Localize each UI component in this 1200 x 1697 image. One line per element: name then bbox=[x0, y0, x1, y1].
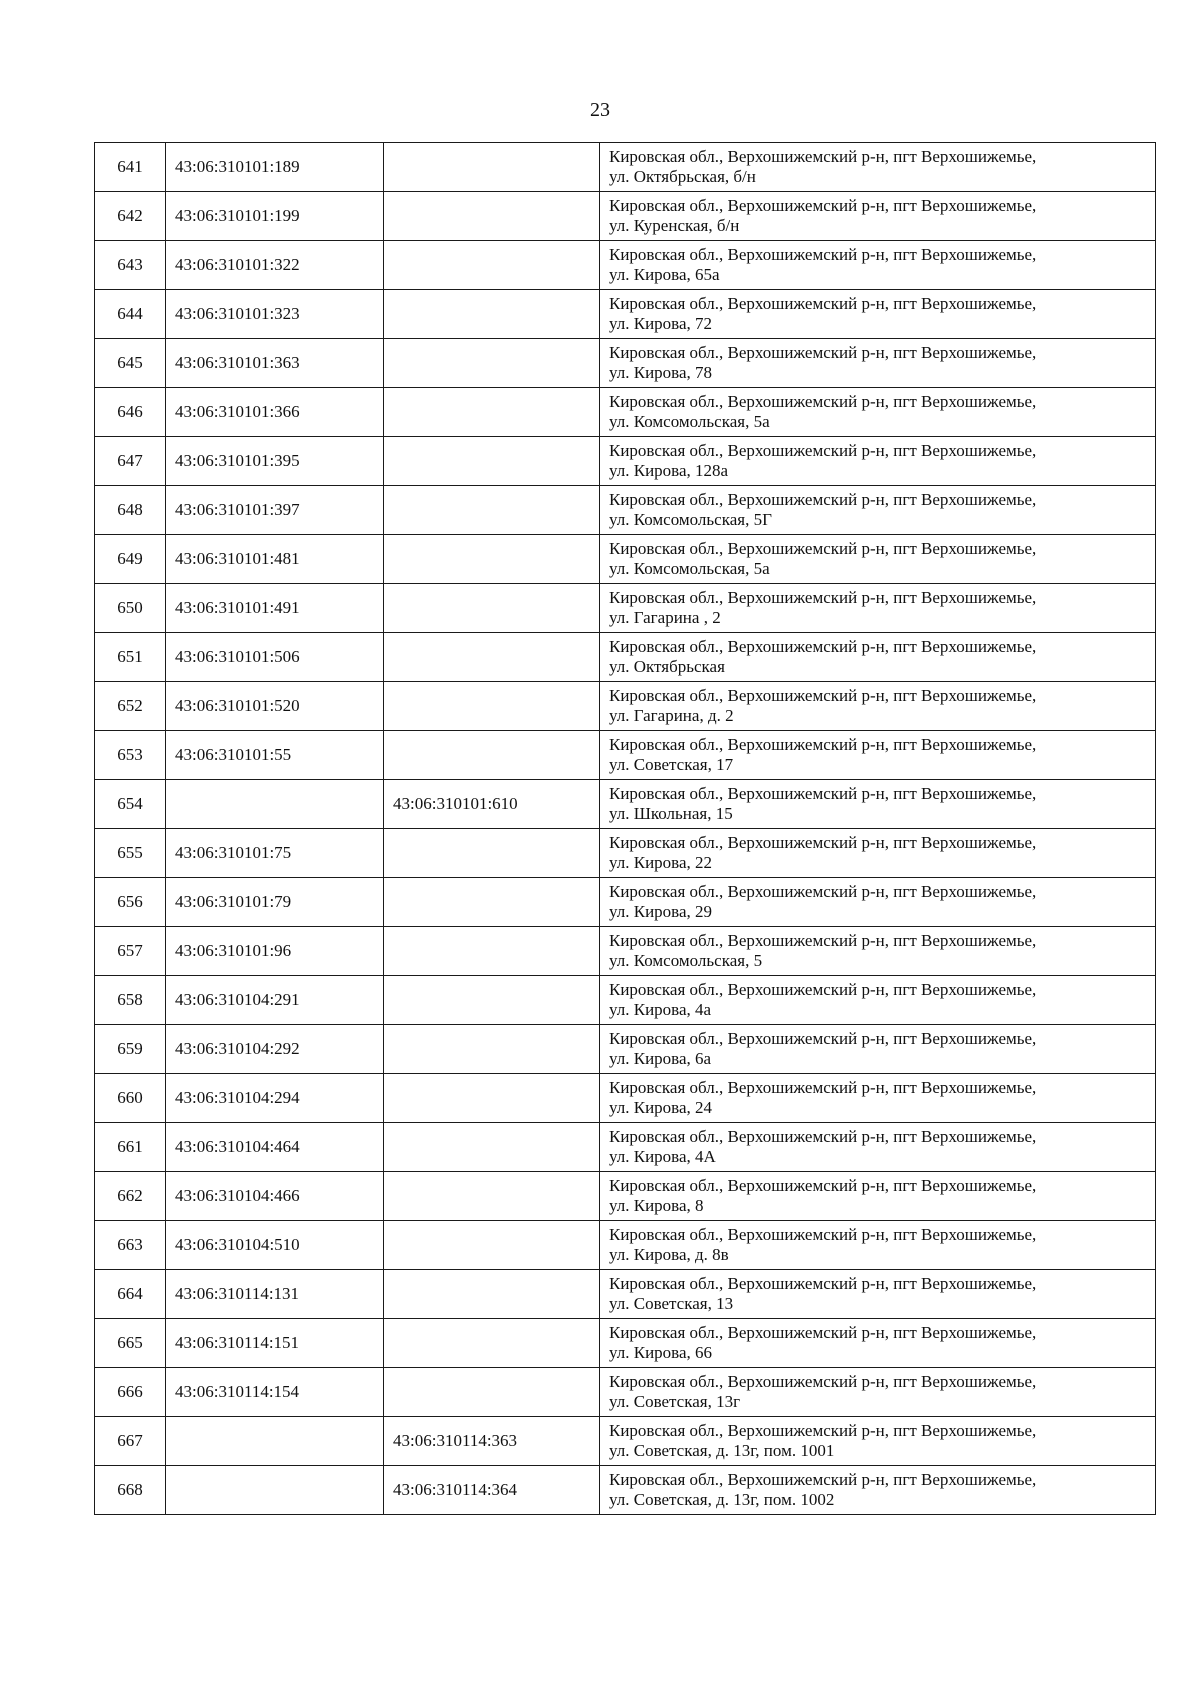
address-line-region: Кировская обл., Верхошижемский р-н, пгт Верхошижемье, bbox=[609, 441, 1037, 460]
table-row bbox=[95, 241, 1156, 290]
table-row bbox=[95, 1368, 1156, 1417]
address-line-region: Кировская обл., Верхошижемский р-н, пгт Верхошижемье, bbox=[609, 1127, 1037, 1146]
cadastral-number-cell: 43:06:310101:397 bbox=[166, 486, 384, 535]
address-line-street: ул. Кирова, 6а bbox=[609, 1049, 712, 1068]
address-line-street: ул. Советская, 17 bbox=[609, 755, 734, 774]
building-cadastral-number-cell bbox=[384, 829, 600, 878]
row-number-cell: 655 bbox=[95, 829, 166, 878]
row-number-cell: 668 bbox=[95, 1466, 166, 1515]
table-row bbox=[95, 780, 1156, 829]
cadastral-number-cell: 43:06:310101:491 bbox=[166, 584, 384, 633]
address-line-street: ул. Кирова, 78 bbox=[609, 363, 713, 382]
address-line-street: ул. Кирова, 8 bbox=[609, 1196, 704, 1215]
row-number-cell: 652 bbox=[95, 682, 166, 731]
row-number-cell: 662 bbox=[95, 1172, 166, 1221]
address-line-region: Кировская обл., Верхошижемский р-н, пгт Верхошижемье, bbox=[609, 539, 1037, 558]
table-row bbox=[95, 192, 1156, 241]
address-cell bbox=[600, 1221, 1156, 1270]
table-row bbox=[95, 339, 1156, 388]
address-line-street: ул. Кирова, 66 bbox=[609, 1343, 713, 1362]
address-cell bbox=[600, 1074, 1156, 1123]
building-cadastral-number-cell bbox=[384, 878, 600, 927]
address-line-region: Кировская обл., Верхошижемский р-н, пгт Верхошижемье, bbox=[609, 490, 1037, 509]
address-cell bbox=[600, 584, 1156, 633]
building-cadastral-number-cell bbox=[384, 584, 600, 633]
address-line-street: ул. Советская, д. 13г, пом. 1001 bbox=[609, 1441, 835, 1460]
table-body bbox=[95, 143, 1156, 1515]
building-cadastral-number-cell bbox=[384, 633, 600, 682]
address-cell bbox=[600, 241, 1156, 290]
table-row bbox=[95, 1123, 1156, 1172]
address-line-street: ул. Кирова, д. 8в bbox=[609, 1245, 729, 1264]
table-row bbox=[95, 927, 1156, 976]
row-number-cell: 654 bbox=[95, 780, 166, 829]
address-line-region: Кировская обл., Верхошижемский р-н, пгт Верхошижемье, bbox=[609, 1078, 1037, 1097]
building-cadastral-number-cell: 43:06:310114:364 bbox=[384, 1466, 600, 1515]
address-line-region: Кировская обл., Верхошижемский р-н, пгт Верхошижемье, bbox=[609, 147, 1037, 166]
cadastral-number-cell: 43:06:310101:55 bbox=[166, 731, 384, 780]
row-number-cell: 641 bbox=[95, 143, 166, 192]
table-row bbox=[95, 388, 1156, 437]
building-cadastral-number-cell bbox=[384, 682, 600, 731]
table-row bbox=[95, 1025, 1156, 1074]
address-cell bbox=[600, 1319, 1156, 1368]
row-number-cell: 645 bbox=[95, 339, 166, 388]
table-row bbox=[95, 731, 1156, 780]
cadastral-number-cell: 43:06:310101:79 bbox=[166, 878, 384, 927]
address-cell bbox=[600, 339, 1156, 388]
table-row bbox=[95, 1319, 1156, 1368]
address-line-region: Кировская обл., Верхошижемский р-н, пгт Верхошижемье, bbox=[609, 735, 1037, 754]
cadastral-number-cell: 43:06:310101:366 bbox=[166, 388, 384, 437]
address-line-region: Кировская обл., Верхошижемский р-н, пгт Верхошижемье, bbox=[609, 245, 1037, 264]
address-cell bbox=[600, 878, 1156, 927]
address-line-street: ул. Октябрьская, б/н bbox=[609, 167, 756, 186]
building-cadastral-number-cell bbox=[384, 1074, 600, 1123]
address-line-region: Кировская обл., Верхошижемский р-н, пгт Верхошижемье, bbox=[609, 1470, 1037, 1489]
building-cadastral-number-cell bbox=[384, 1368, 600, 1417]
cadastral-number-cell: 43:06:310114:154 bbox=[166, 1368, 384, 1417]
address-cell bbox=[600, 535, 1156, 584]
building-cadastral-number-cell bbox=[384, 290, 600, 339]
address-cell bbox=[600, 143, 1156, 192]
cadastral-number-cell: 43:06:310101:189 bbox=[166, 143, 384, 192]
cadastral-number-cell: 43:06:310114:151 bbox=[166, 1319, 384, 1368]
table-row bbox=[95, 976, 1156, 1025]
address-line-region: Кировская обл., Верхошижемский р-н, пгт Верхошижемье, bbox=[609, 392, 1037, 411]
table-row bbox=[95, 682, 1156, 731]
building-cadastral-number-cell bbox=[384, 731, 600, 780]
address-cell bbox=[600, 1025, 1156, 1074]
table-row bbox=[95, 1074, 1156, 1123]
cadastral-number-cell: 43:06:310104:466 bbox=[166, 1172, 384, 1221]
address-line-region: Кировская обл., Верхошижемский р-н, пгт Верхошижемье, bbox=[609, 882, 1037, 901]
building-cadastral-number-cell bbox=[384, 927, 600, 976]
cadastral-number-cell: 43:06:310101:323 bbox=[166, 290, 384, 339]
building-cadastral-number-cell bbox=[384, 1172, 600, 1221]
address-cell bbox=[600, 388, 1156, 437]
building-cadastral-number-cell bbox=[384, 976, 600, 1025]
cadastral-number-cell: 43:06:310101:506 bbox=[166, 633, 384, 682]
address-line-region: Кировская обл., Верхошижемский р-н, пгт Верхошижемье, bbox=[609, 686, 1037, 705]
table-row bbox=[95, 1172, 1156, 1221]
row-number-cell: 661 bbox=[95, 1123, 166, 1172]
cadastral-number-cell bbox=[166, 1417, 384, 1466]
cadastral-number-cell bbox=[166, 780, 384, 829]
building-cadastral-number-cell: 43:06:310114:363 bbox=[384, 1417, 600, 1466]
address-cell bbox=[600, 976, 1156, 1025]
building-cadastral-number-cell bbox=[384, 437, 600, 486]
row-number-cell: 646 bbox=[95, 388, 166, 437]
cadastral-number-cell: 43:06:310101:199 bbox=[166, 192, 384, 241]
address-cell bbox=[600, 731, 1156, 780]
building-cadastral-number-cell: 43:06:310101:610 bbox=[384, 780, 600, 829]
address-line-region: Кировская обл., Верхошижемский р-н, пгт Верхошижемье, bbox=[609, 1372, 1037, 1391]
cadastral-number-cell: 43:06:310101:96 bbox=[166, 927, 384, 976]
address-line-street: ул. Октябрьская bbox=[609, 657, 725, 676]
table-row bbox=[95, 1466, 1156, 1515]
cadastral-number-cell: 43:06:310101:520 bbox=[166, 682, 384, 731]
building-cadastral-number-cell bbox=[384, 241, 600, 290]
address-cell bbox=[600, 829, 1156, 878]
table-row bbox=[95, 1270, 1156, 1319]
row-number-cell: 659 bbox=[95, 1025, 166, 1074]
row-number-cell: 664 bbox=[95, 1270, 166, 1319]
address-cell bbox=[600, 1466, 1156, 1515]
building-cadastral-number-cell bbox=[384, 192, 600, 241]
address-cell bbox=[600, 927, 1156, 976]
address-line-street: ул. Кирова, 72 bbox=[609, 314, 713, 333]
cadastral-number-cell: 43:06:310104:294 bbox=[166, 1074, 384, 1123]
address-line-region: Кировская обл., Верхошижемский р-н, пгт Верхошижемье, bbox=[609, 1274, 1037, 1293]
address-cell bbox=[600, 633, 1156, 682]
page-number: 23 bbox=[590, 99, 610, 121]
table-row bbox=[95, 486, 1156, 535]
row-number-cell: 651 bbox=[95, 633, 166, 682]
address-cell bbox=[600, 1270, 1156, 1319]
address-line-street: ул. Кирова, 4а bbox=[609, 1000, 712, 1019]
address-cell bbox=[600, 486, 1156, 535]
building-cadastral-number-cell bbox=[384, 1123, 600, 1172]
address-line-street: ул. Школьная, 15 bbox=[609, 804, 733, 823]
cadastral-number-cell: 43:06:310101:363 bbox=[166, 339, 384, 388]
table-row bbox=[95, 633, 1156, 682]
table-row bbox=[95, 143, 1156, 192]
cadastral-number-cell: 43:06:310101:75 bbox=[166, 829, 384, 878]
table-row bbox=[95, 829, 1156, 878]
row-number-cell: 663 bbox=[95, 1221, 166, 1270]
table-row bbox=[95, 290, 1156, 339]
building-cadastral-number-cell bbox=[384, 486, 600, 535]
address-cell bbox=[600, 1123, 1156, 1172]
address-line-region: Кировская обл., Верхошижемский р-н, пгт Верхошижемье, bbox=[609, 931, 1037, 950]
cadastral-number-cell: 43:06:310114:131 bbox=[166, 1270, 384, 1319]
building-cadastral-number-cell bbox=[384, 535, 600, 584]
building-cadastral-number-cell bbox=[384, 388, 600, 437]
cadastral-number-cell: 43:06:310104:464 bbox=[166, 1123, 384, 1172]
table-row bbox=[95, 437, 1156, 486]
row-number-cell: 643 bbox=[95, 241, 166, 290]
address-line-region: Кировская обл., Верхошижемский р-н, пгт Верхошижемье, bbox=[609, 588, 1037, 607]
row-number-cell: 657 bbox=[95, 927, 166, 976]
address-line-street: ул. Советская, 13 bbox=[609, 1294, 734, 1313]
address-cell bbox=[600, 290, 1156, 339]
row-number-cell: 656 bbox=[95, 878, 166, 927]
address-line-street: ул. Куренская, б/н bbox=[609, 216, 740, 235]
address-line-street: ул. Кирова, 22 bbox=[609, 853, 713, 872]
address-line-street: ул. Советская, 13г bbox=[609, 1392, 741, 1411]
address-line-street: ул. Комсомольская, 5а bbox=[609, 412, 770, 431]
cadastral-number-cell bbox=[166, 1466, 384, 1515]
table-row bbox=[95, 1221, 1156, 1270]
address-line-street: ул. Кирова, 24 bbox=[609, 1098, 713, 1117]
address-line-street: ул. Кирова, 65а bbox=[609, 265, 720, 284]
cadastral-number-cell: 43:06:310101:481 bbox=[166, 535, 384, 584]
row-number-cell: 642 bbox=[95, 192, 166, 241]
address-line-region: Кировская обл., Верхошижемский р-н, пгт Верхошижемье, bbox=[609, 833, 1037, 852]
address-line-region: Кировская обл., Верхошижемский р-н, пгт Верхошижемье, bbox=[609, 1323, 1037, 1342]
cadastral-number-cell: 43:06:310104:292 bbox=[166, 1025, 384, 1074]
address-line-street: ул. Гагарина , 2 bbox=[609, 608, 721, 627]
row-number-cell: 644 bbox=[95, 290, 166, 339]
address-line-region: Кировская обл., Верхошижемский р-н, пгт Верхошижемье, bbox=[609, 1421, 1037, 1440]
address-line-street: ул. Советская, д. 13г, пом. 1002 bbox=[609, 1490, 835, 1509]
address-line-street: ул. Кирова, 4А bbox=[609, 1147, 716, 1166]
address-cell bbox=[600, 437, 1156, 486]
address-line-street: ул. Комсомольская, 5Г bbox=[609, 510, 772, 529]
property-registry-table bbox=[94, 142, 1156, 1515]
row-number-cell: 660 bbox=[95, 1074, 166, 1123]
address-line-street: ул. Комсомольская, 5а bbox=[609, 559, 770, 578]
address-line-street: ул. Комсомольская, 5 bbox=[609, 951, 763, 970]
table-row bbox=[95, 535, 1156, 584]
cadastral-number-cell: 43:06:310104:291 bbox=[166, 976, 384, 1025]
address-cell bbox=[600, 1368, 1156, 1417]
address-cell bbox=[600, 1417, 1156, 1466]
row-number-cell: 649 bbox=[95, 535, 166, 584]
row-number-cell: 648 bbox=[95, 486, 166, 535]
address-line-region: Кировская обл., Верхошижемский р-н, пгт Верхошижемье, bbox=[609, 1029, 1037, 1048]
address-line-region: Кировская обл., Верхошижемский р-н, пгт Верхошижемье, bbox=[609, 980, 1037, 999]
table-row bbox=[95, 878, 1156, 927]
address-line-region: Кировская обл., Верхошижемский р-н, пгт Верхошижемье, bbox=[609, 1176, 1037, 1195]
address-cell bbox=[600, 192, 1156, 241]
address-line-region: Кировская обл., Верхошижемский р-н, пгт Верхошижемье, bbox=[609, 196, 1037, 215]
table-row bbox=[95, 584, 1156, 633]
cadastral-number-cell: 43:06:310101:322 bbox=[166, 241, 384, 290]
address-line-street: ул. Кирова, 128а bbox=[609, 461, 729, 480]
address-cell bbox=[600, 1172, 1156, 1221]
cadastral-number-cell: 43:06:310101:395 bbox=[166, 437, 384, 486]
address-line-region: Кировская обл., Верхошижемский р-н, пгт Верхошижемье, bbox=[609, 294, 1037, 313]
address-line-region: Кировская обл., Верхошижемский р-н, пгт Верхошижемье, bbox=[609, 637, 1037, 656]
row-number-cell: 658 bbox=[95, 976, 166, 1025]
cadastral-number-cell: 43:06:310104:510 bbox=[166, 1221, 384, 1270]
building-cadastral-number-cell bbox=[384, 1270, 600, 1319]
building-cadastral-number-cell bbox=[384, 339, 600, 388]
building-cadastral-number-cell bbox=[384, 1025, 600, 1074]
building-cadastral-number-cell bbox=[384, 143, 600, 192]
row-number-cell: 647 bbox=[95, 437, 166, 486]
address-line-region: Кировская обл., Верхошижемский р-н, пгт Верхошижемье, bbox=[609, 1225, 1037, 1244]
address-line-region: Кировская обл., Верхошижемский р-н, пгт Верхошижемье, bbox=[609, 343, 1037, 362]
row-number-cell: 650 bbox=[95, 584, 166, 633]
row-number-cell: 653 bbox=[95, 731, 166, 780]
row-number-cell: 665 bbox=[95, 1319, 166, 1368]
table-row bbox=[95, 1417, 1156, 1466]
address-cell bbox=[600, 780, 1156, 829]
row-number-cell: 666 bbox=[95, 1368, 166, 1417]
building-cadastral-number-cell bbox=[384, 1221, 600, 1270]
address-line-region: Кировская обл., Верхошижемский р-н, пгт Верхошижемье, bbox=[609, 784, 1037, 803]
address-cell bbox=[600, 682, 1156, 731]
row-number-cell: 667 bbox=[95, 1417, 166, 1466]
address-line-street: ул. Гагарина, д. 2 bbox=[609, 706, 734, 725]
address-line-street: ул. Кирова, 29 bbox=[609, 902, 713, 921]
building-cadastral-number-cell bbox=[384, 1319, 600, 1368]
